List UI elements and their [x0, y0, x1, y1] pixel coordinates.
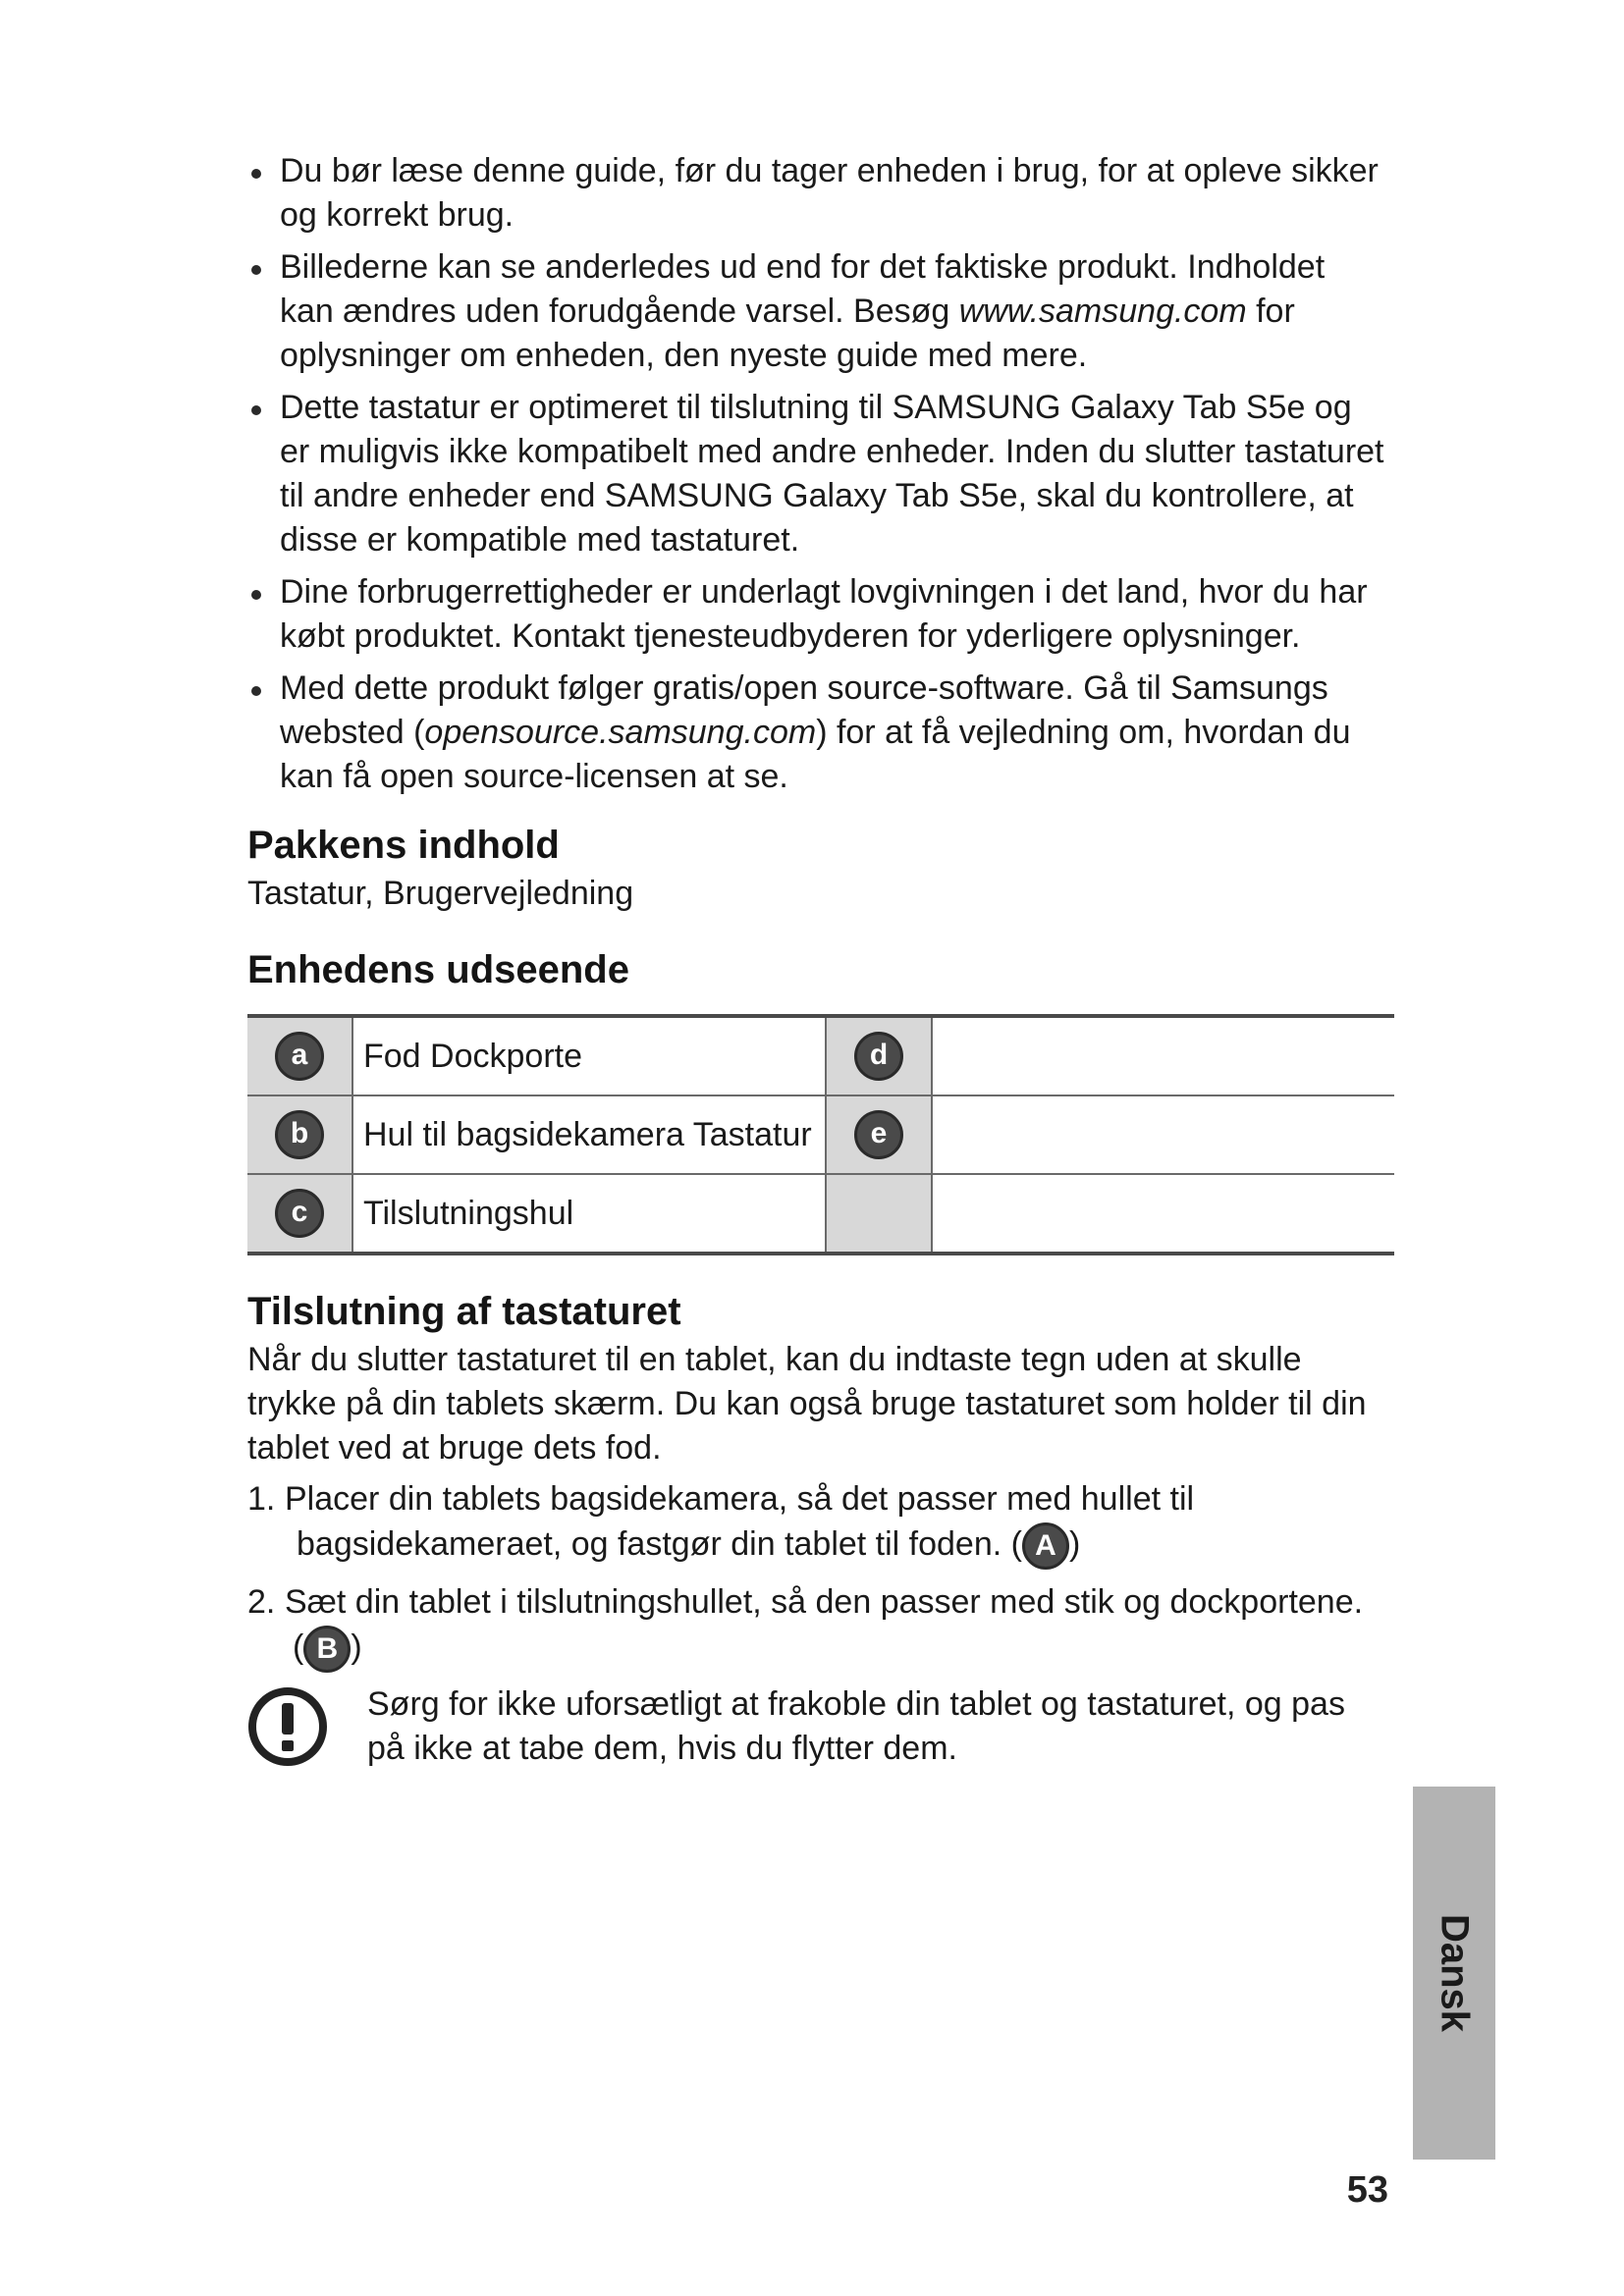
table-row [247, 1095, 1394, 1174]
caution-note: Sørg for ikke uforsætligt at frakoble din tablet og tastaturet, og pas på ikke at tabe dem, hvis du flytter dem. [247, 1682, 1386, 1771]
step-number: 1. [247, 1480, 276, 1518]
part-label: Hul til bagsidekamera Tastatur [352, 1095, 826, 1174]
list-item: Med dette produkt følger gratis/open source-software. Gå til Samsungs websted (opensource.samsung.com) for at få vejledning om, hvordan du kan få open source-licensen at se. [247, 667, 1386, 799]
bullet-list [247, 149, 1386, 799]
empty-badge-cell [826, 1174, 932, 1254]
badge-e: e [854, 1110, 903, 1159]
figure-b-icon: B [303, 1626, 351, 1673]
part-label [932, 1016, 1394, 1095]
page-number: 53 [1346, 2169, 1388, 2211]
part-label [932, 1095, 1394, 1174]
list-item: Du bør læse denne guide, før du tager enheden i brug, for at opleve sikker og korrekt brug. [247, 149, 1386, 238]
table-row [247, 1016, 1394, 1095]
badge-b: b [275, 1110, 324, 1159]
section-title-appearance: Enhedens udseende [247, 948, 629, 991]
parts-table [247, 1014, 1394, 1255]
table-row [247, 1174, 1394, 1254]
language-label: Dansk [1433, 1913, 1477, 2033]
badge-c: c [275, 1189, 324, 1238]
connect-intro: Når du slutter tastaturet til en tablet, kan du indtaste tegn uden at skulle trykke på din tablets skærm. Du kan også bruge tastaturet som holder til din tablet ved at bruge dets fod. [247, 1341, 1367, 1467]
badge-a: a [275, 1032, 324, 1081]
samsung-link[interactable]: www.samsung.com [958, 293, 1247, 330]
list-item: Dine forbrugerrettigheder er underlagt lovgivningen i det land, hvor du har købt produktet. Kontakt tjenesteudbyderen for yderligere oplysninger. [247, 570, 1386, 659]
opensource-link[interactable]: opensource.samsung.com [424, 714, 817, 751]
language-tab [1413, 1787, 1495, 2160]
badge-d: d [854, 1032, 903, 1081]
step-number: 2. [247, 1583, 276, 1622]
section-title-package: Pakkens indhold [247, 824, 560, 867]
steps-list [247, 1476, 1386, 1673]
page-content [247, 149, 1386, 1771]
list-item: Dette tastatur er optimeret til tilslutning til SAMSUNG Galaxy Tab S5e og er muligvis ikke kompatibelt med andre enheder. Inden du slutter tastaturet til andre enheder end SAMSUNG Galaxy Tab S5e, skal du kontrollere, at disse er kompatible med tastaturet. [247, 386, 1386, 562]
part-label: Fod Dockporte [352, 1016, 826, 1095]
list-item: 1. Placer din tablets bagsidekamera, så det passer med hullet til bagsidekameraet, og fastgør din tablet til foden. ( A ) [247, 1476, 1386, 1570]
part-label [932, 1174, 1394, 1254]
list-item: 2. Sæt din tablet i tilslutningshullet, så den passer med stik og dockportene. ( B ) [247, 1579, 1386, 1673]
section-title-connect: Tilslutning af tastaturet [247, 1290, 681, 1333]
caution-icon [247, 1686, 328, 1767]
package-contents: Tastatur, Brugervejledning [247, 875, 634, 912]
figure-a-icon: A [1022, 1522, 1069, 1570]
list-item: Billederne kan se anderledes ud end for det faktiske produkt. Indholdet kan ændres uden forudgående varsel. Besøg www.samsung.com for oplysninger om enheden, den nyeste guide med mere. [247, 245, 1386, 378]
part-label: Tilslutningshul [352, 1174, 826, 1254]
